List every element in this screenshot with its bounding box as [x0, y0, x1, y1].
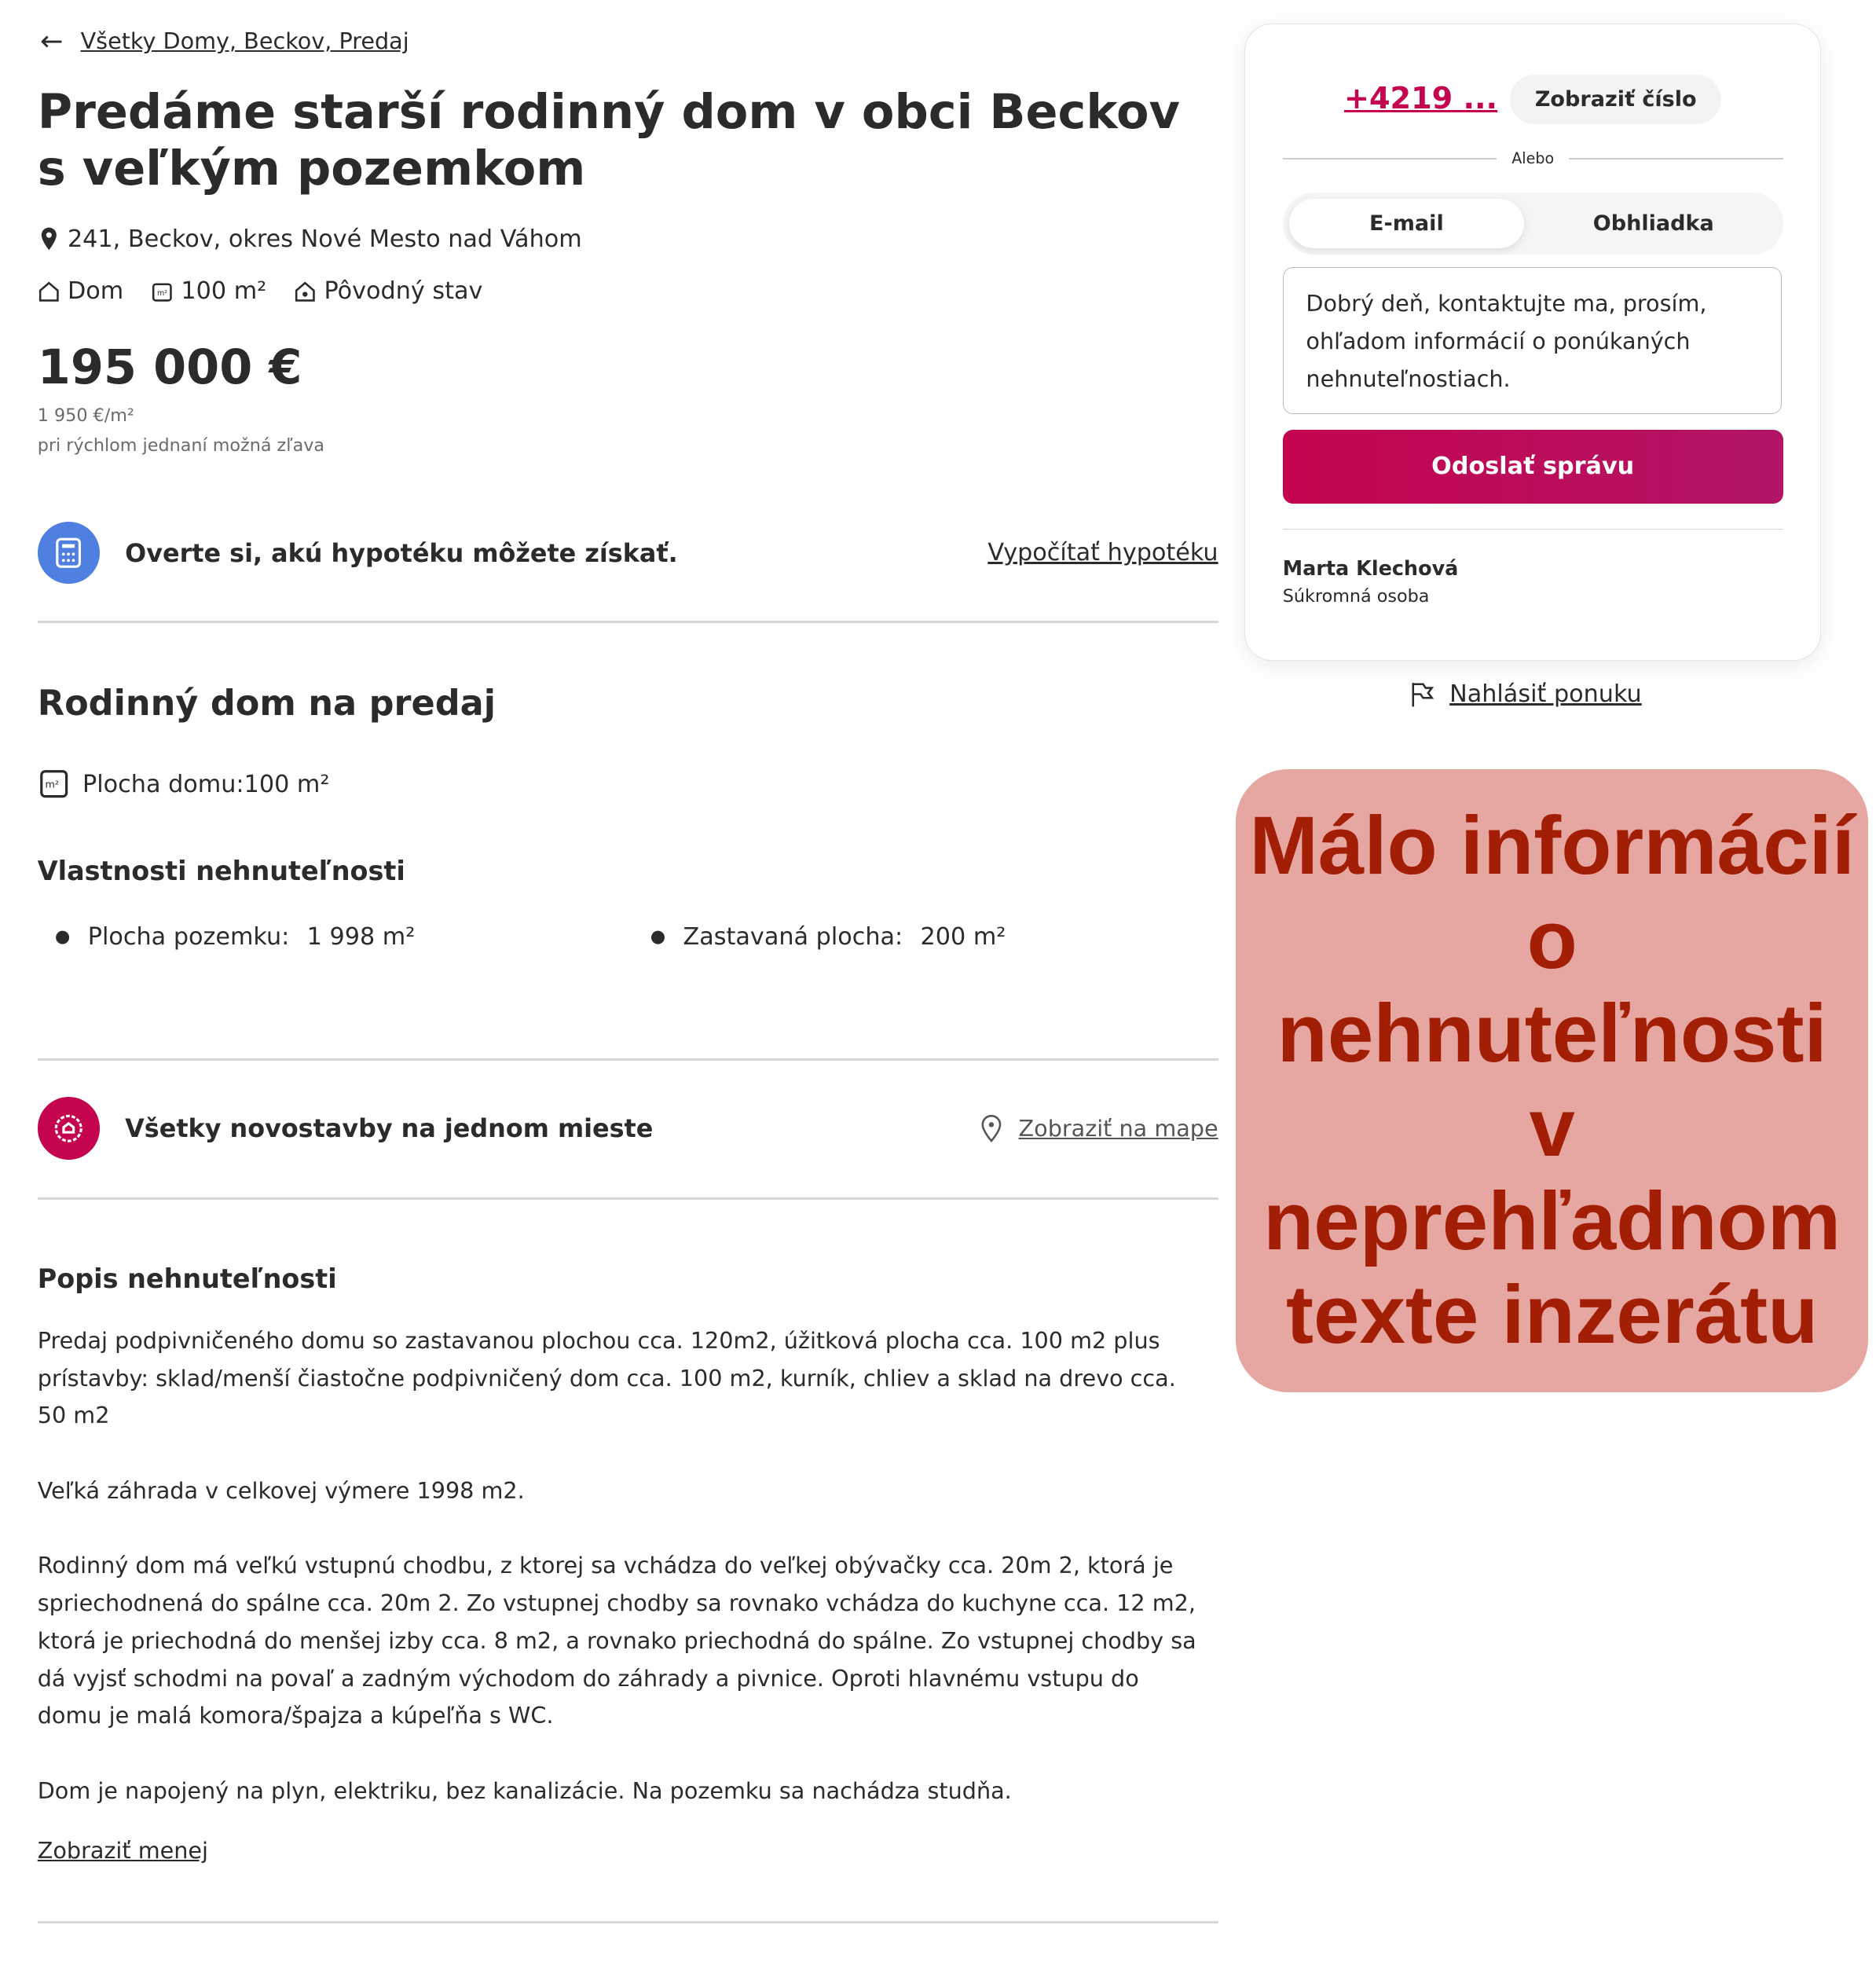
svg-text:m²: m²: [45, 779, 59, 791]
description-body: [38, 1322, 1201, 1870]
contact-tabs: [1283, 192, 1783, 255]
description-paragraph: Predaj podpivničeného domu so zastavanou plochou cca. 120m2, úžitková plocha cca. 100 m2 plus prístavby: sklad/menší čiastočne podpivničený dom cca. 100 m2, kurník, chliev a sklad na drevo cca. 50 m2: [37, 1326, 1176, 1429]
properties-heading: Vlastnosti nehnuteľnosti: [37, 855, 405, 886]
back-arrow-icon[interactable]: ←: [39, 24, 64, 57]
location-pin-icon: [38, 226, 60, 251]
area-icon: [151, 280, 174, 303]
house-area: m² Plocha domu:100 m²: [38, 768, 330, 800]
divider: [1283, 529, 1783, 530]
divider: [38, 1058, 1218, 1061]
feature-condition: Pôvodný stav: [294, 277, 482, 305]
seller-name: Marta Klechová: [1282, 557, 1459, 581]
show-on-map-link[interactable]: Zobraziť na mape: [1018, 1114, 1218, 1142]
section-heading: Rodinný dom na predaj: [37, 683, 496, 724]
address-text: 241, Beckov, okres Nové Mesto nad Váhom: [67, 225, 582, 253]
description-paragraph: Dom je napojený na plyn, elektriku, bez kanalizácie. Na pozemku sa nachádza studňa.: [37, 1776, 1012, 1804]
divider: [38, 621, 1218, 623]
page-title: Predáme starší rodinný dom v obci Beckov s veľkým pozemkom: [37, 85, 1180, 196]
newbuilds-banner: [38, 1097, 1218, 1160]
send-message-button[interactable]: Odoslať správu: [1283, 430, 1783, 504]
contact-card: [1244, 24, 1821, 661]
show-number-button[interactable]: Zobraziť číslo: [1510, 75, 1721, 124]
divider: [38, 1921, 1218, 1923]
report-listing[interactable]: [1409, 680, 1642, 708]
or-divider: Alebo: [1283, 149, 1783, 167]
description-paragraph: Rodinný dom má veľkú vstupnú chodbu, z ktorej sa vchádza do veľkej obývačky cca. 20m 2, ktorá je spriechodnená do spálne cca. 20m 2. Zo vstupnej chodby sa rovnako vchádza do kuchyne cca. 12 m2, ktorá je priechodná do menšej izby cca. 8 m2, a rovnako priechodná do spálne. Zo vstupnej chodby sa dá vyjsť schodmi na povaľ a zadným východom do záhrady a pivnice. Oproti hlavnému vstupu do domu je malá komora/špajza a kúpeľňa s WC.: [37, 1552, 1196, 1729]
breadcrumb-link[interactable]: Všetky Domy, Beckov, Predaj: [80, 28, 409, 55]
mortgage-text: Overte si, akú hypotéku môžete získať.: [125, 537, 678, 568]
calculate-mortgage-link[interactable]: Vypočítať hypotéku: [987, 539, 1218, 567]
description-paragraph: Veľká záhrada v celkovej výmere 1998 m2.: [37, 1476, 525, 1504]
map-pin-icon: [979, 1113, 1004, 1143]
house-icon: [38, 280, 60, 303]
newbuild-badge-icon: [38, 1097, 101, 1160]
feature-type: Dom: [38, 277, 123, 305]
calculator-icon: [38, 522, 101, 585]
feature-area: m² 100 m²: [151, 277, 266, 305]
divider: [38, 1197, 1218, 1200]
phone-number[interactable]: +4219 ...: [1343, 82, 1498, 117]
address: [38, 226, 582, 253]
price-note: pri rýchlom jednaní možná zľava: [37, 435, 325, 456]
price: 195 000 €: [37, 340, 302, 396]
features: [38, 277, 483, 305]
annotation-overlay: [1236, 769, 1869, 1392]
newbuilds-text: Všetky novostavby na jednom mieste: [125, 1113, 654, 1143]
price-per-m2: 1 950 €/m²: [37, 405, 134, 426]
breadcrumb: [40, 25, 409, 57]
area-icon: [38, 768, 70, 800]
svg-text:m²: m²: [157, 288, 168, 298]
mortgage-banner: [38, 522, 1218, 585]
seller-role: Súkromná osoba: [1282, 586, 1430, 607]
house-star-icon: [294, 280, 317, 303]
property-item: ● Plocha pozemku: 1 998 m²: [55, 922, 416, 951]
message-textarea[interactable]: Dobrý deň, kontaktujte ma, prosím, ohľadom informácií o ponúkaných nehnuteľnostiach.: [1283, 267, 1783, 414]
annotation-text: Málo informácií o nehnuteľnosti v neprehľadnom texte inzerátu: [1249, 800, 1855, 1362]
report-link[interactable]: Nahlásiť ponuku: [1449, 680, 1642, 709]
property-item: ● Zastavaná plocha: 200 m²: [650, 922, 1006, 951]
description-heading: Popis nehnuteľnosti: [37, 1263, 337, 1294]
tab-email[interactable]: E-mail: [1289, 199, 1524, 249]
tab-viewing[interactable]: Obhliadka: [1592, 211, 1714, 236]
show-less-link[interactable]: Zobraziť menej: [37, 1837, 208, 1864]
flag-icon: [1409, 680, 1434, 708]
